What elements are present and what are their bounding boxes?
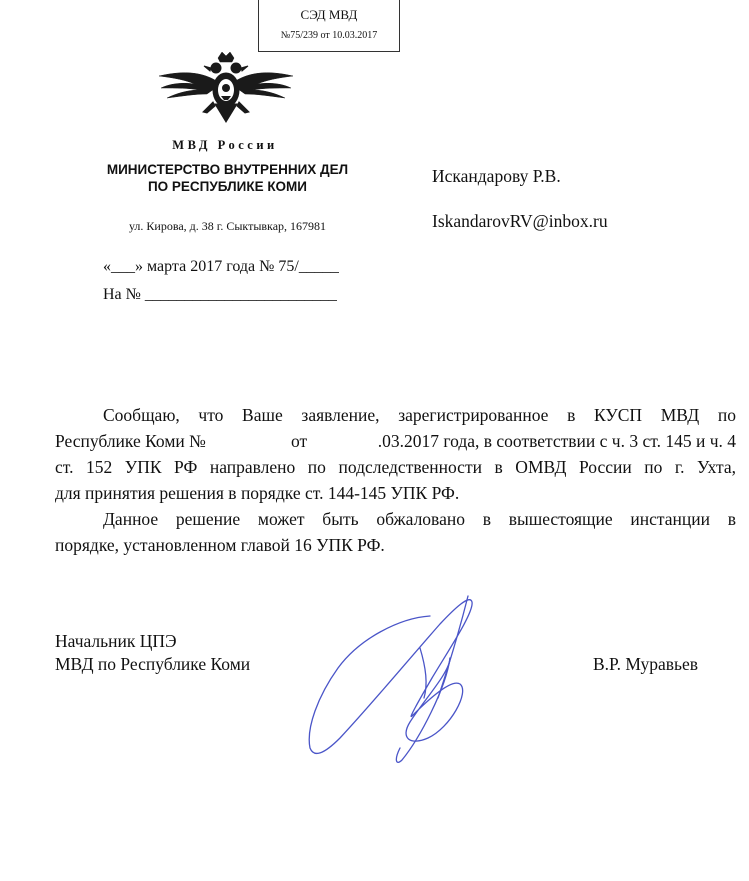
legal-basis-text: .03.2017 года, в соответствии с ч. 3 ст. 145 и ч. 4 [377,431,736,451]
ministry-address: ул. Кирова, д. 38 г. Сыктывкар, 167981 [128,219,327,233]
recipient-email: IskandarovRV@inbox.ru [432,211,608,231]
kusp-label: Республике Коми № [55,431,206,451]
paragraph-2-line-1: Данное решение может быть обжаловано в вышестоящие инстанции в [103,509,736,529]
ministry-short-name: МВД России [172,138,278,152]
recipient-name: Искандарову Р.В. [432,166,561,186]
paragraph-1-line-1: Сообщаю, что Ваше заявление, зарегистрированное в КУСП МВД по [103,405,736,425]
paragraph-1-line-2 [55,428,736,454]
stamp-number: №75/239 от 10.03.2017 [280,30,378,41]
registration-stamp [258,0,400,52]
paragraph-2-line-2: порядке, установленном главой 16 УПК РФ. [55,535,385,555]
stamp-title: СЭД МВД [300,7,358,22]
date-from-label: от [291,431,308,451]
ministry-full-name-line1: МИНИСТЕРСТВО ВНУТРЕННИХ ДЕЛ [106,162,349,177]
signer-name: В.Р. Муравьев [593,654,699,674]
handwritten-signature-icon [300,588,490,768]
letter-body [55,402,736,558]
signer-position-line1: Начальник ЦПЭ [55,631,177,651]
paragraph-1-line-4: для принятия решения в порядке ст. 144-145 УПК РФ. [55,483,460,503]
eagle-emblem-icon [155,50,297,126]
paragraph-1-line-3: ст. 152 УПК РФ направлено по подследственности в ОМВД России по г. Ухта, [55,457,736,477]
signer-position-line2: МВД по Республике Коми [55,654,251,674]
ministry-full-name-line2: ПО РЕСПУБЛИКЕ КОМИ [147,179,308,194]
outgoing-date-number: «___» марта 2017 года № 75/_____ [103,258,339,275]
reference-number: На № ________________________ [103,286,337,303]
